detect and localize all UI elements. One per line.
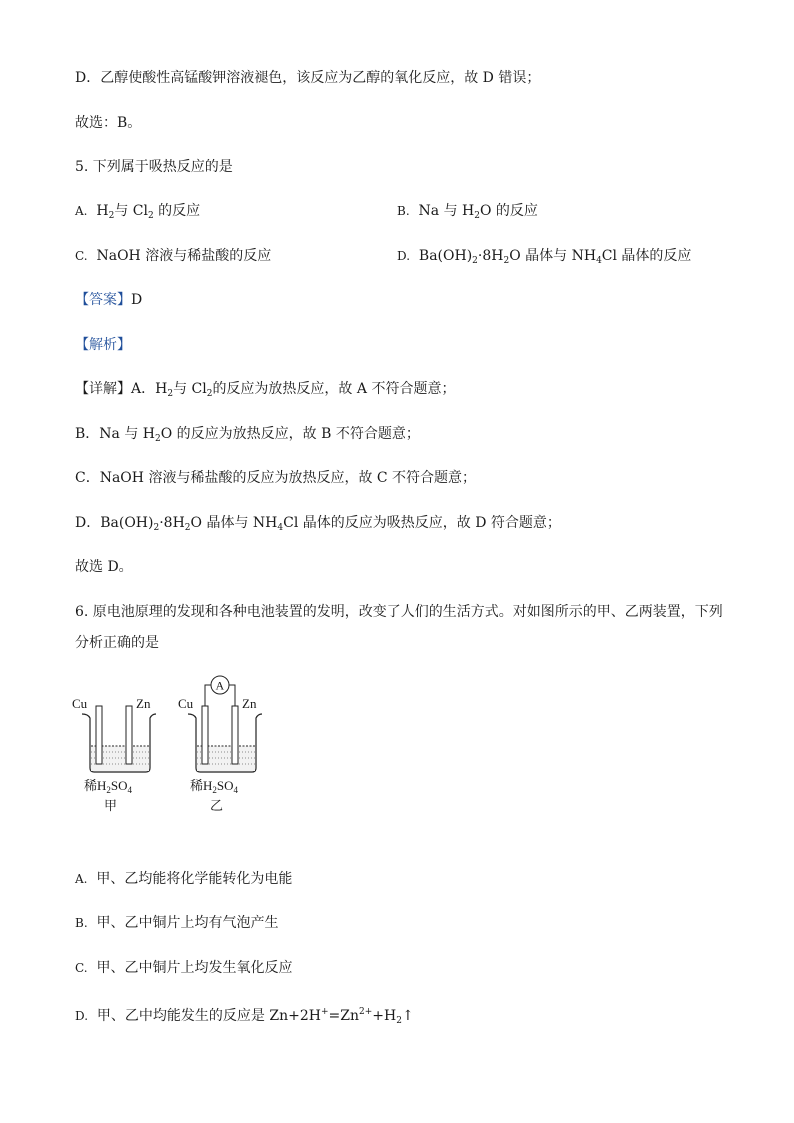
q5-stem: 5. 下列属于吸热反应的是 — [75, 159, 233, 175]
q6-stem-line1: 6. 原电池原理的发现和各种电池装置的发明，改变了人们的生活方式。对如图所示的甲、乙两装置，下列 — [75, 604, 723, 620]
prev-solution-choose: 故选：B。 — [75, 115, 142, 131]
right-cu-electrode — [202, 706, 208, 764]
right-beaker — [188, 706, 262, 772]
detail-tag: 【详解】 — [75, 381, 131, 397]
left-zn-electrode — [126, 706, 132, 764]
left-cu-electrode — [96, 706, 102, 764]
q5-detail-a: 【详解】A．$H_2$与 $Cl_2$的反应为放热反应，故 A 不符合题意； — [75, 381, 456, 399]
left-solution-label: 稀$H_2SO_4$ — [84, 778, 133, 795]
right-wire — [229, 685, 235, 706]
q6-stem-line2: 分析正确的是 — [75, 635, 159, 651]
q5-option-b: B. Na 与 $H_2O$ 的反应 — [397, 203, 538, 221]
left-zn-label: Zn — [136, 696, 151, 711]
analysis-tag: 【解析】 — [75, 337, 131, 353]
left-wire — [205, 685, 211, 706]
q6-option-d: D. 甲、乙中均能发生的反应是 $Zn+2H^+=Zn^{2+}+H_2↑$ — [75, 1007, 414, 1026]
ammeter-label: A — [215, 678, 225, 693]
q5-answer — [75, 290, 142, 310]
answer-tag: 【答案】 — [75, 292, 131, 308]
right-solution-label: 稀$H_2SO_4$ — [190, 778, 239, 795]
right-zn-electrode — [232, 706, 238, 764]
q5-option-c: C. NaOH 溶液与稀盐酸的反应 — [75, 248, 272, 264]
left-beaker — [82, 706, 156, 772]
q5-detail-c: C．NaOH 溶液与稀盐酸的反应为放热反应，故 C 不符合题意； — [75, 470, 477, 486]
right-zn-label: Zn — [242, 696, 257, 711]
right-cu-label: Cu — [178, 696, 194, 711]
q5-option-d: D. $Ba(OH)_2\cdot 8H_2O$ 晶体与 $NH_4Cl$ 晶体的反应 — [397, 248, 692, 266]
q5-choose: 故选 D。 — [75, 559, 133, 575]
q6-option-c: C. 甲、乙中铜片上均发生氧化反应 — [75, 960, 293, 976]
q5-analysis — [75, 335, 131, 355]
q6-option-b: B. 甲、乙中铜片上均有气泡产生 — [75, 915, 279, 931]
q6-option-a: A. 甲、乙均能将化学能转化为电能 — [75, 871, 293, 887]
left-cu-label: Cu — [72, 696, 88, 711]
right-apparatus-name: 乙 — [210, 798, 224, 813]
left-apparatus-name: 甲 — [104, 798, 118, 813]
prev-solution-d: D．乙醇使酸性高锰酸钾溶液褪色，该反应为乙醇的氧化反应，故 D 错误； — [75, 70, 541, 86]
galvanic-cell-figure — [70, 672, 270, 822]
q5-detail-b: B．Na 与 $H_2O$ 的反应为放热反应，故 B 不符合题意； — [75, 426, 420, 444]
answer-value: D — [131, 292, 143, 308]
galvanic-cell-diagram — [70, 672, 270, 822]
q5-detail-d: D．$Ba(OH)_2\cdot 8H_2O$ 晶体与 $NH_4Cl$ 晶体的反应为吸热反应，故 D 符合题意； — [75, 515, 561, 533]
q5-option-a: A. $H_2$与 $Cl_2$ 的反应 — [75, 203, 201, 221]
